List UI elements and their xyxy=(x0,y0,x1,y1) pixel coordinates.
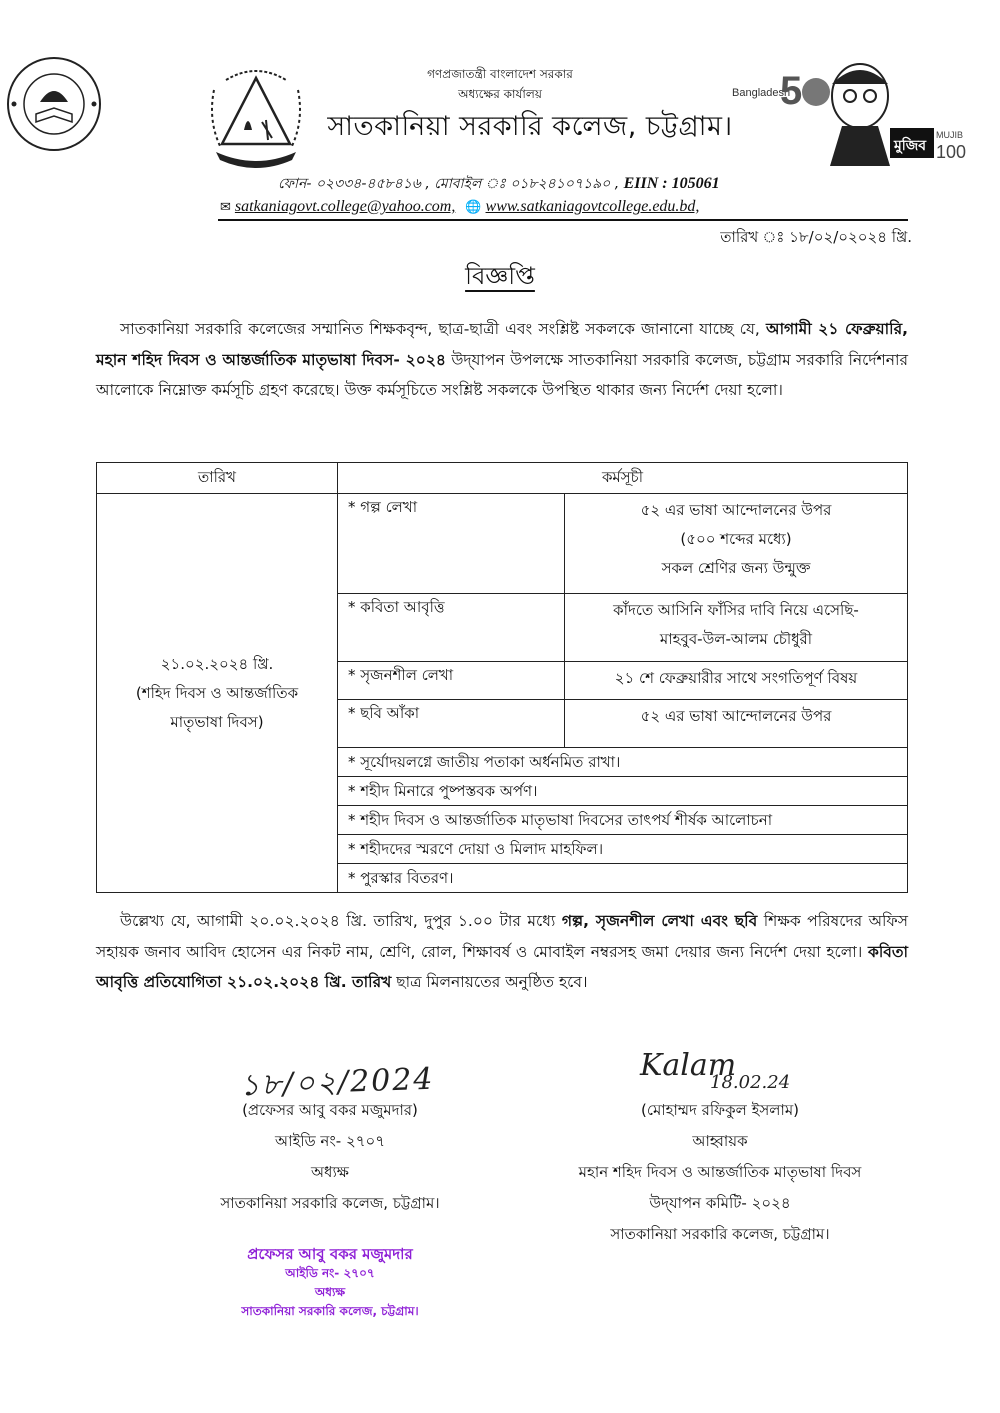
convener-institution: সাতকানিয়া সরকারি কলেজ, চট্টগ্রাম। xyxy=(610,1225,830,1243)
phone-mobile-text: ফোন- ০২৩৩৪-৪৫৮৪১৬ , মোবাইল ঃ ০১৮২৪১০৭১৯০ , xyxy=(278,176,620,192)
program-date-note-1: (শহিদ দিবস ও আন্তর্জাতিক xyxy=(135,683,299,702)
convener-designation: আহ্বায়ক xyxy=(692,1132,748,1150)
activity-name: * গল্প লেখা xyxy=(338,494,565,594)
table-row xyxy=(97,494,908,594)
note-part3: শিক্ষক পরিষদের অফিস সহায়ক জনাব আবিদ হোসেন এর নিকট নাম, শ্রেণি, রোল, শিক্ষাবর্ষ ও মোবাইল নম্বরসহ জমা দেয়ার জন্য নির্দেশ দেয়া হলো। xyxy=(96,912,908,961)
stamp-institution: সাতকানিয়া সরকারি কলেজ, চট্টগ্রাম। xyxy=(241,1304,419,1318)
government-line: গণপ্রজাতন্ত্রী বাংলাদেশ সরকার xyxy=(427,67,573,81)
convener-signature-date: 18.02.24 xyxy=(710,1072,791,1093)
note-recitation-bold: কবিতা আবৃত্তি প্রতিযোগিতা ২১.০২.২০২৪ খ্রি. তারিখ xyxy=(96,942,908,991)
mujib-100-logo xyxy=(790,56,970,166)
activity-detail-line: কাঁদতে আসিনি ফাঁসির দাবি নিয়ে এসেছি- xyxy=(613,601,859,619)
web-line xyxy=(220,198,699,216)
svg-text:100: 100 xyxy=(936,142,967,162)
stamp-name: প্রফেসর আবু বকর মজুমদার xyxy=(247,1245,413,1263)
other-program: * শহীদ মিনারে পুষ্পস্তবক অর্পণ। xyxy=(338,777,908,806)
stamp-id: আইডি নং- ২৭০৭ xyxy=(285,1266,375,1280)
intro-part1: সাতকানিয়া সরকারি কলেজের সম্মানিত শিক্ষকবৃন্দ, ছাত্র-ছাত্রী এবং সংশ্লিষ্ট সকলকে জানানো যাচ্ছে যে, xyxy=(120,320,760,338)
college-logo xyxy=(206,60,306,170)
principal-stamp xyxy=(150,1245,510,1321)
activity-detail-line: ২১ শে ফেব্রুয়ারীর সাথে সংগতিপূর্ণ বিষয় xyxy=(614,669,858,687)
other-program: * শহীদদের স্মরণে দোয়া ও মিলাদ মাহফিল। xyxy=(338,835,908,864)
activity-details xyxy=(565,662,908,700)
principal-designation: অধ্যক্ষ xyxy=(311,1163,349,1181)
svg-text:MUJIB: MUJIB xyxy=(936,130,963,140)
header-date: তারিখ xyxy=(97,463,338,494)
note-items-bold: গল্প, সৃজনশীল লেখা এবং ছবি xyxy=(561,912,758,930)
email-link[interactable]: satkaniagovt.college@yahoo.com, xyxy=(234,198,456,215)
activity-name: * ছবি আঁকা xyxy=(338,700,565,748)
convener-signature: Kalam xyxy=(640,1048,737,1083)
intro-event-bold: আগামী ২১ ফেব্রুয়ারি, মহান শহিদ দিবস ও আন্তর্জাতিক মাতৃভাষা দিবস- ২০২৪ xyxy=(96,320,908,369)
activity-detail-line: সকল শ্রেণির জন্য উন্মুক্ত xyxy=(661,559,811,577)
principal-signature-block xyxy=(150,1095,510,1219)
program-date-cell xyxy=(97,494,338,893)
other-program: * শহীদ দিবস ও আন্তর্জাতিক মাতৃভাষা দিবসের তাৎপর্য শীর্ষক আলোচনা xyxy=(338,806,908,835)
activity-detail-line: ৫২ এর ভাষা আন্দোলনের উপর xyxy=(640,707,832,725)
convener-signature-block xyxy=(520,1095,920,1250)
note-paragraph xyxy=(96,906,908,998)
contact-line xyxy=(278,172,720,196)
committee-line-2: উদ্‌যাপন কমিটি- ২০২৪ xyxy=(649,1194,791,1212)
notice-date: তারিখ ঃ ১৮/০২/০২০২৪ খ্রি. xyxy=(720,228,912,246)
principal-name: (প্রফেসর আবু বকর মজুমদার) xyxy=(242,1101,418,1119)
activity-details xyxy=(565,700,908,748)
notice-title-text: বিজ্ঞপ্তি xyxy=(465,262,535,290)
activity-name: * সৃজনশীল লেখা xyxy=(338,662,565,700)
principal-signature: ১৮/০২/2024 xyxy=(239,1061,436,1104)
activity-details xyxy=(565,594,908,662)
activity-details xyxy=(565,494,908,594)
eiin-text: EIIN : 105061 xyxy=(623,175,720,192)
bangladesh-50-label: Bangladesh xyxy=(732,87,791,99)
program-date-note-2: মাতৃভাষা দিবস) xyxy=(170,712,264,731)
other-program: * সূর্যোদয়লগ্নে জাতীয় পতাকা অর্ধনমিত রাখা। xyxy=(338,748,908,777)
note-part5: ছাত্র মিলনায়তের অনুষ্ঠিত হবে। xyxy=(396,973,588,991)
convener-name: (মোহাম্মদ রফিকুল ইসলাম) xyxy=(641,1101,799,1119)
activity-detail-line: মাহবুব-উল-আলম চৌধুরী xyxy=(659,630,813,648)
header-program: কর্মসূচী xyxy=(338,463,908,494)
globe-icon: 🌐 xyxy=(465,199,482,214)
program-table xyxy=(96,462,908,893)
intro-paragraph xyxy=(96,314,908,406)
education-logo xyxy=(6,56,102,152)
svg-text:মুজিব: মুজিব xyxy=(894,138,927,154)
header-divider xyxy=(218,219,908,221)
principal-institution: সাতকানিয়া সরকারি কলেজ, চট্টগ্রাম। xyxy=(220,1194,440,1212)
website-link[interactable]: www.satkaniagovtcollege.edu.bd, xyxy=(485,198,700,215)
office-line: অধ্যক্ষের কার্যালয় xyxy=(458,87,542,101)
college-name: সাতকানিয়া সরকারি কলেজ, চট্টগ্রাম। xyxy=(327,111,733,142)
committee-line-1: মহান শহিদ দিবস ও আন্তর্জাতিক মাতৃভাষা দিবস xyxy=(578,1163,862,1181)
activity-detail-line: ৫২ এর ভাষা আন্দোলনের উপর xyxy=(640,501,832,519)
activity-name: * কবিতা আবৃত্তি xyxy=(338,594,565,662)
table-header-row xyxy=(97,463,908,494)
email-icon: ✉ xyxy=(220,199,231,214)
activity-detail-line: (৫০০ শব্দের মধ্যে) xyxy=(680,530,792,548)
svg-text:5: 5 xyxy=(780,69,803,113)
principal-id: আইডি নং- ২৭০৭ xyxy=(274,1132,385,1150)
note-part1: উল্লেখ্য যে, আগামী ২০.০২.২০২৪ খ্রি. তারিখ, দুপুর ১.০০ টার মধ্যে xyxy=(120,912,556,930)
notice-title xyxy=(0,258,1000,298)
stamp-designation: অধ্যক্ষ xyxy=(314,1285,346,1299)
program-date: ২১.০২.২০২৪ খ্রি. xyxy=(160,654,274,673)
intro-part3: উদ্‌যাপন উপলক্ষে সাতকানিয়া সরকারি কলেজ, চট্টগ্রাম সরকারি নির্দেশনার আলোকে নিম্নোক্ত কর্মসূচি গ্রহণ করেছে। উক্ত কর্মসূচিতে সংশ্লিষ্ট সকলকে উপস্থিত থাকার জন্য নির্দেশ দেয়া হলো। xyxy=(96,350,908,399)
other-program: * পুরস্কার বিতরণ। xyxy=(338,864,908,893)
